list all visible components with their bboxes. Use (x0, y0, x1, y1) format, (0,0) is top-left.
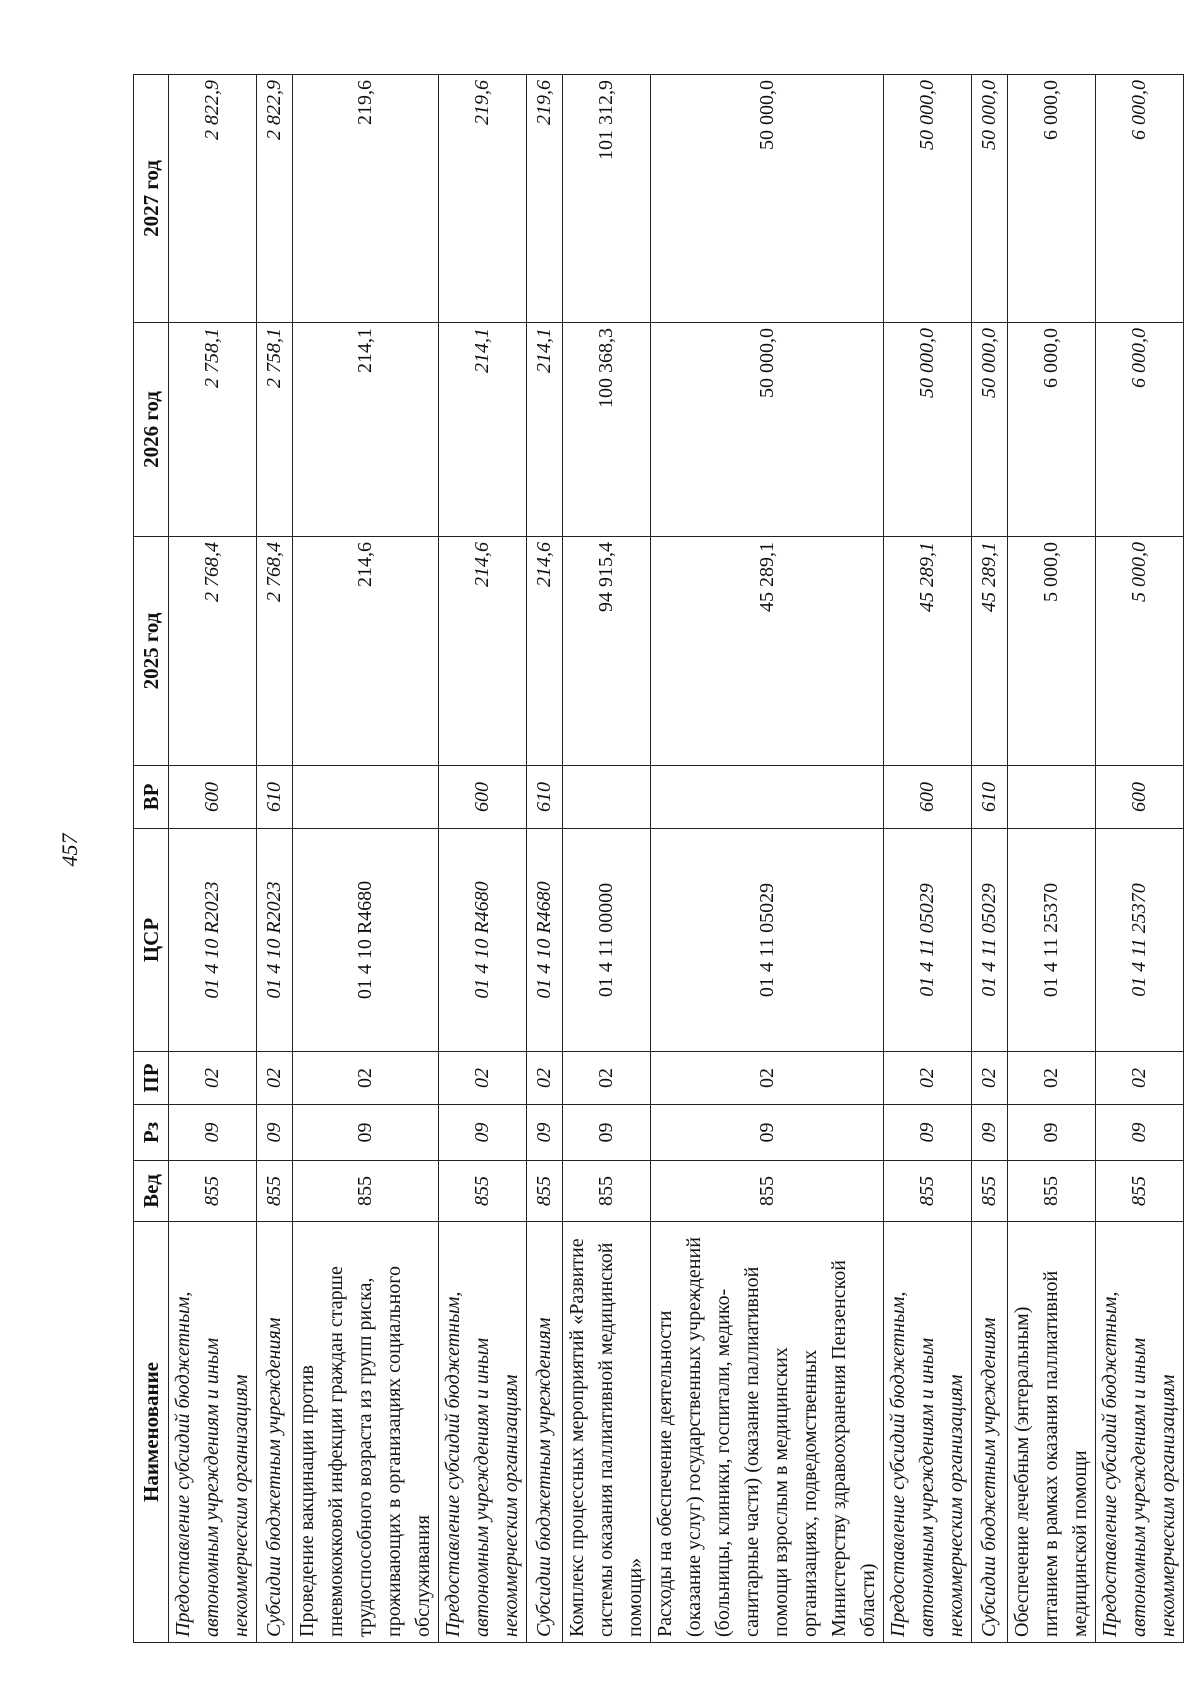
cell-csr: 01 4 11 25370 (1096, 829, 1184, 1052)
cell-pr: 02 (439, 1052, 527, 1105)
cell-rz: 09 (1008, 1105, 1096, 1161)
cell-vr: 610 (527, 766, 563, 829)
cell-2025: 45 289,1 (972, 537, 1008, 766)
header-vr: ВР (134, 766, 169, 829)
table-row (527, 75, 563, 1643)
cell-csr: 01 4 11 05029 (972, 829, 1008, 1052)
table-row (1096, 75, 1184, 1643)
header-pr: ПР (134, 1052, 169, 1105)
cell-ved: 855 (884, 1161, 972, 1222)
cell-2027: 2 822,9 (169, 75, 257, 323)
cell-2026: 214,1 (439, 323, 527, 537)
header-name: Наименование (134, 1222, 169, 1643)
table-row (169, 75, 257, 1643)
cell-2026: 214,1 (527, 323, 563, 537)
cell-2026: 50 000,0 (884, 323, 972, 537)
cell-rz: 09 (293, 1105, 439, 1161)
cell-2025: 5 000,0 (1008, 537, 1096, 766)
cell-pr: 02 (884, 1052, 972, 1105)
cell-2027: 219,6 (439, 75, 527, 323)
cell-rz: 09 (972, 1105, 1008, 1161)
cell-name: Субсидии бюджетным учреждениям (257, 1222, 293, 1643)
cell-2027: 50 000,0 (884, 75, 972, 323)
table-row (884, 75, 972, 1643)
cell-2025: 5 000,0 (1096, 537, 1184, 766)
cell-2025: 94 915,4 (563, 537, 651, 766)
cell-name: Предоставление субсидий бюджетным, автономным учреждениям и иным некоммерческим организациям (884, 1222, 972, 1643)
header-ved: Вед (134, 1161, 169, 1222)
cell-csr: 01 4 11 25370 (1008, 829, 1096, 1052)
cell-2025: 2 768,4 (257, 537, 293, 766)
cell-csr: 01 4 11 05029 (884, 829, 972, 1052)
cell-csr: 01 4 10 R2023 (257, 829, 293, 1052)
cell-rz: 09 (257, 1105, 293, 1161)
cell-rz: 09 (563, 1105, 651, 1161)
table-row (651, 75, 884, 1643)
cell-pr: 02 (257, 1052, 293, 1105)
cell-csr: 01 4 10 R4680 (293, 829, 439, 1052)
cell-ved: 855 (1008, 1161, 1096, 1222)
cell-name: Предоставление субсидий бюджетным, автономным учреждениям и иным некоммерческим организациям (439, 1222, 527, 1643)
cell-2026: 2 758,1 (169, 323, 257, 537)
table-row (257, 75, 293, 1643)
cell-2025: 214,6 (527, 537, 563, 766)
header-rz: Рз (134, 1105, 169, 1161)
cell-rz: 09 (527, 1105, 563, 1161)
cell-rz: 09 (1096, 1105, 1184, 1161)
cell-csr: 01 4 11 05029 (651, 829, 884, 1052)
cell-2027: 6 000,0 (1008, 75, 1096, 323)
cell-pr: 02 (527, 1052, 563, 1105)
cell-name: Субсидии бюджетным учреждениям (527, 1222, 563, 1643)
cell-rz: 09 (439, 1105, 527, 1161)
cell-pr: 02 (1008, 1052, 1096, 1105)
cell-name: Комплекс процессных мероприятий «Развитие системы оказания паллиативной медицинской помощи» (563, 1222, 651, 1643)
cell-pr: 02 (1096, 1052, 1184, 1105)
cell-2027: 50 000,0 (651, 75, 884, 323)
budget-table (133, 74, 1184, 1643)
table-row (1008, 75, 1096, 1643)
header-2027: 2027 год (134, 75, 169, 323)
cell-csr: 01 4 10 R2023 (169, 829, 257, 1052)
cell-name: Расходы на обеспечение деятельности (оказание услуг) государственных учреждений (больницы, клиники, госпитали, медико-санитарные части) (оказание паллиативной помощи взрослым в медицинских организациях, подведомственных Министерству здравоохранения Пензенской области) (651, 1222, 884, 1643)
cell-2026: 50 000,0 (651, 323, 884, 537)
cell-ved: 855 (257, 1161, 293, 1222)
cell-2025: 45 289,1 (651, 537, 884, 766)
cell-name: Обеспечение лечебным (энтеральным) питанием в рамках оказания паллиативной медицинской помощи (1008, 1222, 1096, 1643)
cell-vr: 610 (257, 766, 293, 829)
cell-vr (651, 766, 884, 829)
cell-vr: 600 (884, 766, 972, 829)
cell-pr: 02 (651, 1052, 884, 1105)
cell-name: Предоставление субсидий бюджетным, автономным учреждениям и иным некоммерческим организациям (1096, 1222, 1184, 1643)
cell-2027: 6 000,0 (1096, 75, 1184, 323)
cell-pr: 02 (169, 1052, 257, 1105)
header-csr: ЦСР (134, 829, 169, 1052)
cell-2027: 101 312,9 (563, 75, 651, 323)
cell-ved: 855 (439, 1161, 527, 1222)
page-number: 457 (57, 833, 82, 867)
cell-2026: 6 000,0 (1096, 323, 1184, 537)
cell-vr (1008, 766, 1096, 829)
cell-name: Субсидии бюджетным учреждениям (972, 1222, 1008, 1643)
cell-csr: 01 4 10 R4680 (439, 829, 527, 1052)
cell-2026: 50 000,0 (972, 323, 1008, 537)
cell-ved: 855 (1096, 1161, 1184, 1222)
table-row (439, 75, 527, 1643)
cell-ved: 855 (972, 1161, 1008, 1222)
cell-2026: 6 000,0 (1008, 323, 1096, 537)
cell-csr: 01 4 11 00000 (563, 829, 651, 1052)
cell-vr: 600 (439, 766, 527, 829)
cell-vr: 610 (972, 766, 1008, 829)
cell-2027: 219,6 (293, 75, 439, 323)
table-row (563, 75, 651, 1643)
cell-pr: 02 (563, 1052, 651, 1105)
cell-vr (293, 766, 439, 829)
header-2026: 2026 год (134, 323, 169, 537)
cell-ved: 855 (169, 1161, 257, 1222)
cell-2025: 45 289,1 (884, 537, 972, 766)
cell-2025: 214,6 (293, 537, 439, 766)
cell-2025: 2 768,4 (169, 537, 257, 766)
cell-name: Предоставление субсидий бюджетным, автономным учреждениям и иным некоммерческим организациям (169, 1222, 257, 1643)
cell-2027: 2 822,9 (257, 75, 293, 323)
table-row (972, 75, 1008, 1643)
cell-ved: 855 (651, 1161, 884, 1222)
cell-vr: 600 (169, 766, 257, 829)
cell-2026: 2 758,1 (257, 323, 293, 537)
cell-vr: 600 (1096, 766, 1184, 829)
cell-2026: 100 368,3 (563, 323, 651, 537)
cell-rz: 09 (651, 1105, 884, 1161)
cell-2026: 214,1 (293, 323, 439, 537)
table-row (293, 75, 439, 1643)
cell-pr: 02 (972, 1052, 1008, 1105)
cell-vr (563, 766, 651, 829)
cell-rz: 09 (884, 1105, 972, 1161)
rotated-table-container (133, 75, 1179, 1643)
cell-2027: 50 000,0 (972, 75, 1008, 323)
table-header-row (134, 75, 169, 1643)
cell-ved: 855 (563, 1161, 651, 1222)
cell-2027: 219,6 (527, 75, 563, 323)
cell-ved: 855 (527, 1161, 563, 1222)
cell-pr: 02 (293, 1052, 439, 1105)
cell-name: Проведение вакцинации против пневмококковой инфекции граждан старше трудоспособного возраста из групп риска, проживающих в организациях социального обслуживания (293, 1222, 439, 1643)
cell-2025: 214,6 (439, 537, 527, 766)
cell-rz: 09 (169, 1105, 257, 1161)
header-2025: 2025 год (134, 537, 169, 766)
cell-csr: 01 4 10 R4680 (527, 829, 563, 1052)
cell-ved: 855 (293, 1161, 439, 1222)
